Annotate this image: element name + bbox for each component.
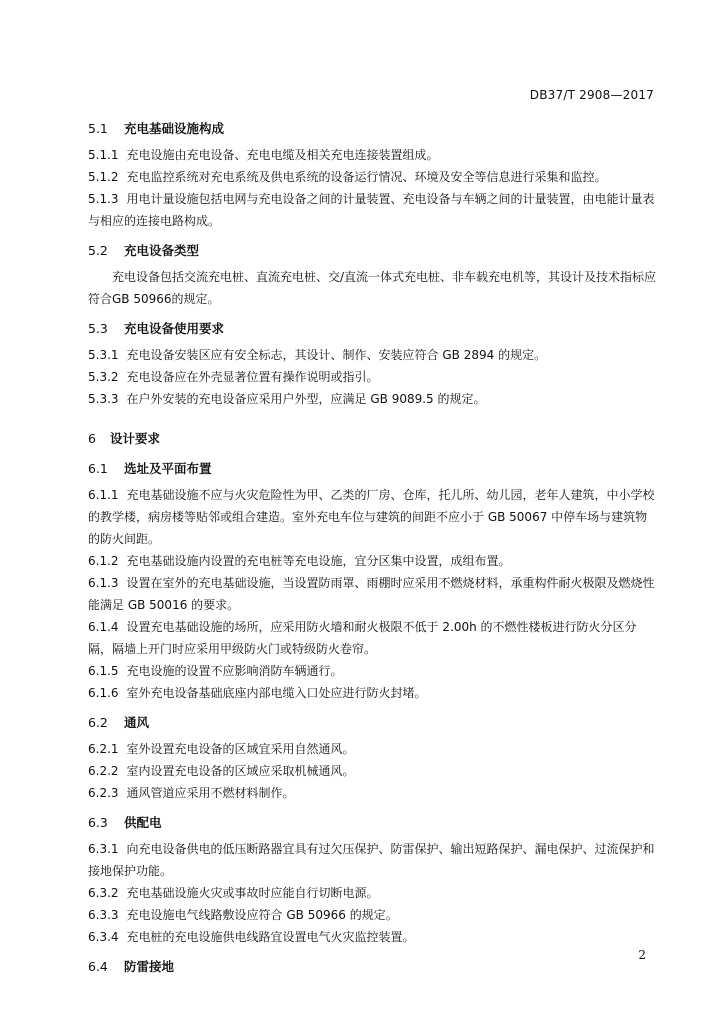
clause-6-2-3 — [88, 782, 658, 804]
section-number: 5.2 — [88, 243, 108, 258]
section-title: 充电设备类型 — [124, 243, 200, 258]
clause-text: 室外充电设备基础底座内部电缆入口处应进行防火封堵。 — [126, 686, 427, 700]
clause-6-1-4 — [88, 616, 658, 660]
section-heading-5-3 — [88, 318, 658, 340]
section-heading-6-4 — [88, 956, 658, 978]
section-heading-5-2 — [88, 240, 658, 262]
clause-number: 6.3.1 — [88, 842, 119, 856]
clause-6-1-5 — [88, 660, 658, 682]
section-title: 选址及平面布置 — [124, 461, 212, 476]
clause-number: 6.1.1 — [88, 488, 119, 502]
section-heading-5-1 — [88, 118, 658, 140]
clause-text: 用电计量设施包括电网与充电设备之间的计量装置、充电设备与车辆之间的计量装置，由电能计量表与相应的连接电路构成。 — [88, 192, 655, 228]
clause-text: 充电桩的充电设施供电线路宜设置电气火灾监控装置。 — [126, 930, 415, 944]
clause-number: 6.1.3 — [88, 576, 119, 590]
clause-5-3-1 — [88, 344, 658, 366]
document-code: DB37/T 2908—2017 — [529, 88, 654, 102]
clause-number: 6.1.2 — [88, 554, 119, 568]
clause-text: 通风管道应采用不燃材料制作。 — [126, 786, 295, 800]
clause-5-3-2 — [88, 366, 658, 388]
clause-number: 5.1.3 — [88, 192, 119, 206]
section-heading-6-2 — [88, 712, 658, 734]
clause-text: 充电基础设施不应与火灾危险性为甲、乙类的厂房、仓库，托儿所、幼儿园，老年人建筑，中小学校的教学楼，病房楼等贴邻或组合建造。室外充电车位与建筑的间距不应小于 GB 50067 中停车场与建筑物的防火间距。 — [88, 488, 655, 546]
clause-text: 充电设备安装区应有安全标志，其设计、制作、安装应符合 GB 2894 的规定。 — [126, 348, 547, 362]
clause-text: 向充电设备供电的低压断路器宜具有过欠压保护、防雷保护、输出短路保护、漏电保护、过流保护和接地保护功能。 — [88, 842, 655, 878]
clause-number: 5.3.2 — [88, 370, 119, 384]
clause-6-3-2 — [88, 882, 658, 904]
clause-6-3-3 — [88, 904, 658, 926]
clause-text: 设置在室外的充电基础设施，当设置防雨罩、雨棚时应采用不燃烧材料，承重构件耐火极限及燃烧性能满足 GB 50016 的要求。 — [88, 576, 655, 612]
page-number: 2 — [638, 948, 646, 962]
section-number: 6.4 — [88, 959, 108, 974]
clause-text: 在户外安装的充电设备应采用户外型，应满足 GB 9089.5 的规定。 — [126, 392, 486, 406]
clause-6-2-2 — [88, 760, 658, 782]
clause-number: 6.1.4 — [88, 620, 119, 634]
clause-number: 5.3.3 — [88, 392, 119, 406]
clause-6-1-1 — [88, 484, 658, 550]
section-title: 充电设备使用要求 — [124, 321, 225, 336]
clause-number: 6.2.2 — [88, 764, 119, 778]
clause-6-1-6 — [88, 682, 658, 704]
clause-text: 室内设置充电设备的区域应采取机械通风。 — [126, 764, 355, 778]
clause-text: 充电基础设施内设置的充电桩等充电设施，宜分区集中设置，成组布置。 — [126, 554, 511, 568]
section-number: 6.3 — [88, 815, 108, 830]
clause-number: 5.3.1 — [88, 348, 119, 362]
clause-number: 6.1.5 — [88, 664, 119, 678]
clause-text: 充电基础设施火灾或事故时应能自行切断电源。 — [126, 886, 379, 900]
chapter-heading-6 — [88, 428, 658, 450]
section-heading-6-3 — [88, 812, 658, 834]
clause-number: 5.1.1 — [88, 148, 119, 162]
clause-6-3-4 — [88, 926, 658, 948]
clause-6-1-3 — [88, 572, 658, 616]
clause-text: 室外设置充电设备的区域宜采用自然通风。 — [126, 742, 355, 756]
clause-text: 充电设施电气线路敷设应符合 GB 50966 的规定。 — [126, 908, 398, 922]
section-title: 设计要求 — [110, 431, 161, 446]
clause-text: 充电设备应在外壳显著位置有操作说明或指引。 — [126, 370, 379, 384]
clause-5-1-2 — [88, 166, 658, 188]
clause-number: 6.3.2 — [88, 886, 119, 900]
clause-text: 充电设施的设置不应影响消防车辆通行。 — [126, 664, 343, 678]
clause-number: 6.2.3 — [88, 786, 119, 800]
clause-6-3-1 — [88, 838, 658, 882]
clause-6-1-2 — [88, 550, 658, 572]
clause-text: 设置充电基础设施的场所，应采用防火墙和耐火极限不低于 2.00h 的不燃性楼板进行防火分区分隔，隔墙上开门时应采用甲级防火门或特级防火卷帘。 — [88, 620, 637, 656]
clause-5-1-1 — [88, 144, 658, 166]
clause-number: 6.3.4 — [88, 930, 119, 944]
clause-5-1-3 — [88, 188, 658, 232]
clause-number: 5.1.2 — [88, 170, 119, 184]
clause-number: 6.2.1 — [88, 742, 119, 756]
section-title: 充电基础设施构成 — [124, 121, 225, 136]
section-title: 通风 — [124, 715, 150, 730]
section-number: 6 — [88, 431, 96, 446]
section-heading-6-1 — [88, 458, 658, 480]
clause-text: 充电监控系统对充电系统及供电系统的设备运行情况、环境及安全等信息进行采集和监控。 — [126, 170, 607, 184]
section-title: 供配电 — [124, 815, 162, 830]
clause-number: 6.1.6 — [88, 686, 119, 700]
clause-6-2-1 — [88, 738, 658, 760]
section-number: 5.3 — [88, 321, 108, 336]
paragraph-5-2: 充电设备包括交流充电桩、直流充电桩、交/直流一体式充电桩、非车载充电机等，其设计及技术指标应符合GB 50966的规定。 — [88, 270, 657, 306]
section-number: 5.1 — [88, 121, 108, 136]
clause-5-3-3 — [88, 388, 658, 410]
clause-text: 充电设施由充电设备、充电电缆及相关充电连接装置组成。 — [126, 148, 439, 162]
clause-number: 6.3.3 — [88, 908, 119, 922]
section-number: 6.1 — [88, 461, 108, 476]
section-title: 防雷接地 — [124, 959, 175, 974]
section-number: 6.2 — [88, 715, 108, 730]
document-body — [88, 118, 658, 978]
